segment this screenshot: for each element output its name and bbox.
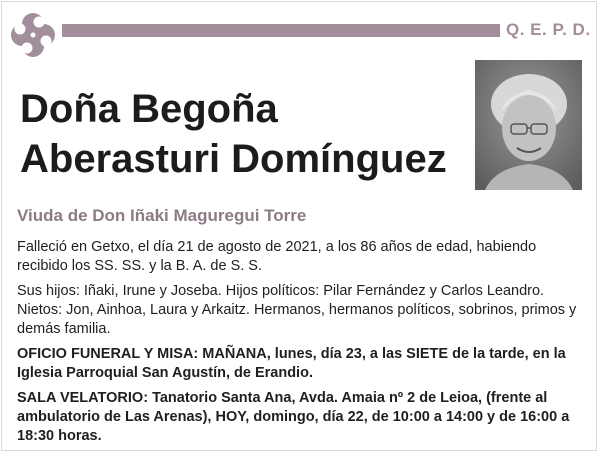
funeral-mass-info: OFICIO FUNERAL Y MISA: MAÑANA, lunes, día 23, a las SIETE de la tarde, en la Iglesia Parroquial San Agustín, de Erandio. bbox=[17, 346, 566, 381]
name-line-2: Aberasturi Domínguez bbox=[20, 137, 447, 181]
portrait-photo bbox=[475, 60, 582, 190]
obituary-body bbox=[17, 238, 589, 452]
header-rule bbox=[62, 24, 500, 37]
widow-line: Viuda de Don Iñaki Maguregui Torre bbox=[17, 206, 307, 225]
death-details: Falleció en Getxo, el día 21 de agosto de 2021, a los 86 años de edad, habiendo recibido los SS. SS. y la B. A. de S. S. bbox=[17, 239, 537, 274]
family-members: Sus hijos: Iñaki, Irune y Joseba. Hijos políticos: Pilar Fernández y Carlos Leandro. Nietos: Jon, Ainhoa, Laura y Arkaitz. Hermanos, hermanos políticos, sobrinos, primos y demás familia. bbox=[17, 283, 577, 337]
lauburu-icon bbox=[8, 10, 58, 60]
obituary-card bbox=[1, 1, 597, 451]
wake-room-info: SALA VELATORIO: Tanatorio Santa Ana, Avda. Amaia nº 2 de Leioa, (frente al ambulatorio de Las Arenas), HOY, domingo, día 22, de 10:00 a 14:00 y de 16:00 a 18:30 horas. bbox=[17, 390, 570, 444]
deceased-name bbox=[20, 84, 447, 184]
name-line-1: Doña Begoña bbox=[20, 87, 278, 131]
qepd-label: Q. E. P. D. bbox=[506, 20, 591, 39]
